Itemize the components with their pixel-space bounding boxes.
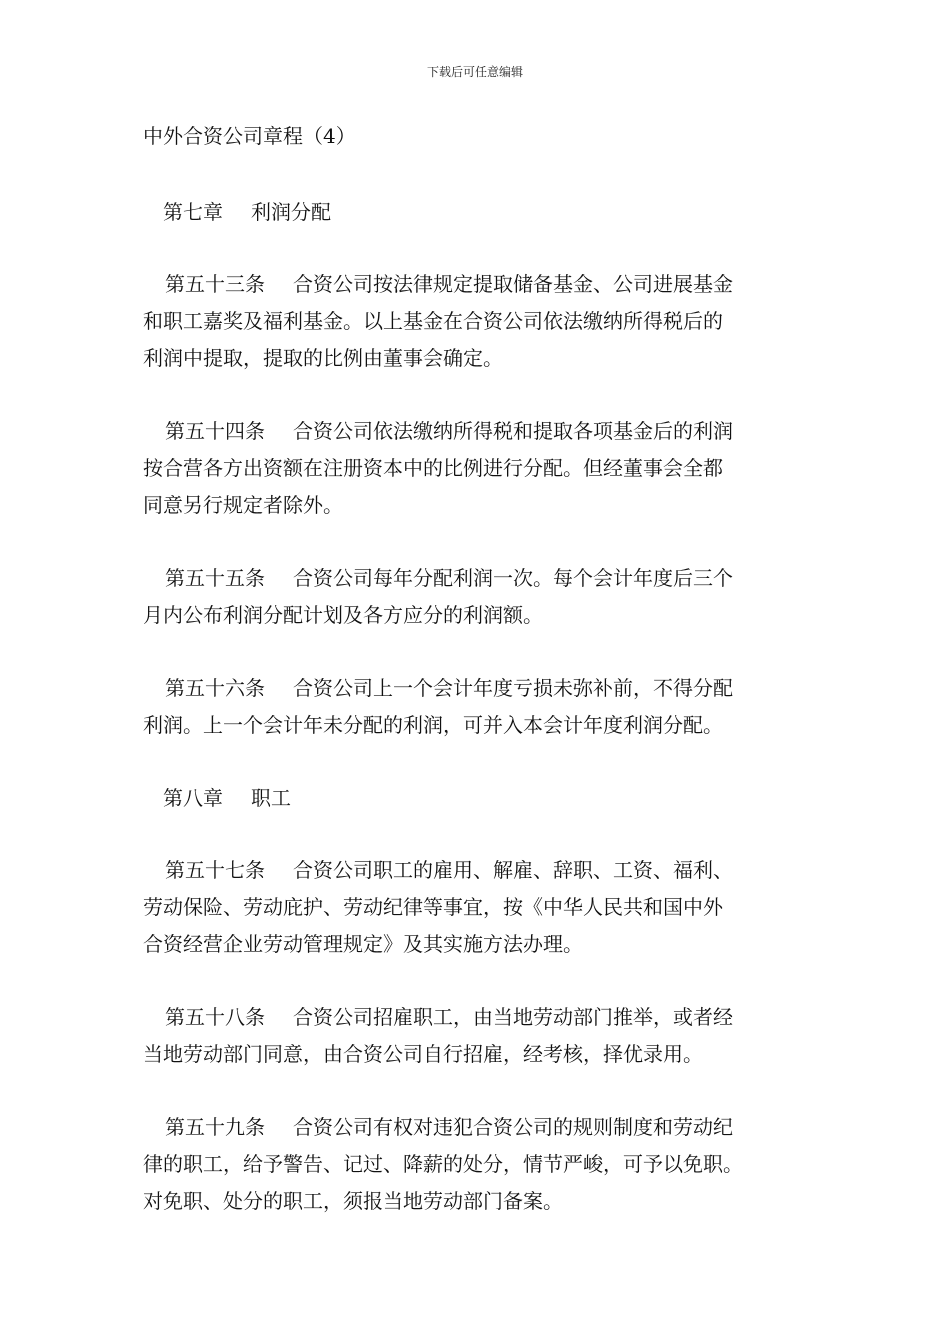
article-line: 月内公布利润分配计划及各方应分的利润额。	[143, 603, 543, 627]
article-text: 合资公司有权对违犯合资公司的规则制度和劳动纪	[293, 1115, 733, 1139]
article-text: 合资公司按法律规定提取储备基金、公司进展基金	[293, 272, 733, 296]
article-number: 第五十三条	[165, 272, 265, 296]
article-line: 当地劳动部门同意，由合资公司自行招雇，经考核，择优录用。	[143, 1042, 703, 1066]
article-line: 按合营各方出资额在注册资本中的比例进行分配。但经董事会全都	[143, 456, 723, 480]
chapter-name: 利润分配	[251, 200, 331, 224]
article	[143, 266, 808, 377]
page-header: 下载后可任意编辑	[426, 65, 523, 79]
article	[143, 1109, 808, 1220]
article-text: 合资公司招雇职工，由当地劳动部门推举，或者经	[293, 1005, 733, 1029]
article-line: 利润。上一个会计年未分配的利润，可并入本会计年度利润分配。	[143, 713, 723, 737]
article-number: 第五十四条	[165, 419, 265, 443]
chapter-name: 职工	[251, 786, 291, 810]
article-line	[143, 266, 808, 303]
article-line: 对免职、处分的职工，须报当地劳动部门备案。	[143, 1189, 563, 1213]
article	[143, 413, 808, 524]
article-line: 劳动保险、劳动庇护、劳动纪律等事宜，按《中华人民共和国中外	[143, 895, 723, 919]
article-number: 第五十六条	[165, 676, 265, 700]
article-number: 第五十八条	[165, 1005, 265, 1029]
article-text: 合资公司上一个会计年度亏损未弥补前，不得分配	[293, 676, 733, 700]
article-line	[143, 560, 808, 597]
article-line	[143, 413, 808, 450]
chapter-number: 第八章	[163, 786, 223, 810]
article-line: 律的职工，给予警告、记过、降薪的处分，情节严峻，可予以免职。	[143, 1152, 743, 1176]
article-number: 第五十七条	[165, 858, 265, 882]
article-text: 合资公司职工的雇用、解雇、辞职、工资、福利、	[293, 858, 733, 882]
article-number: 第五十五条	[165, 566, 265, 590]
article	[143, 670, 808, 744]
article	[143, 560, 808, 634]
article-line: 同意另行规定者除外。	[143, 493, 343, 517]
chapter-number: 第七章	[163, 200, 223, 224]
article-text: 合资公司每年分配利润一次。每个会计年度后三个	[293, 566, 733, 590]
article-line	[143, 999, 808, 1036]
article-text: 合资公司依法缴纳所得税和提取各项基金后的利润	[293, 419, 733, 443]
document-body	[143, 118, 808, 1220]
chapter-heading	[143, 780, 808, 816]
article-line: 合资经营企业劳动管理规定》及其实施方法办理。	[143, 932, 583, 956]
article-line: 和职工嘉奖及福利基金。以上基金在合资公司依法缴纳所得税后的	[143, 309, 723, 333]
article-line	[143, 852, 808, 889]
document-title: 中外合资公司章程（4）	[143, 124, 356, 148]
article-number: 第五十九条	[165, 1115, 265, 1139]
article-line	[143, 670, 808, 707]
article-line: 利润中提取，提取的比例由董事会确定。	[143, 346, 503, 370]
article-line	[143, 1109, 808, 1146]
article	[143, 852, 808, 963]
chapter-heading	[143, 194, 808, 230]
article	[143, 999, 808, 1073]
